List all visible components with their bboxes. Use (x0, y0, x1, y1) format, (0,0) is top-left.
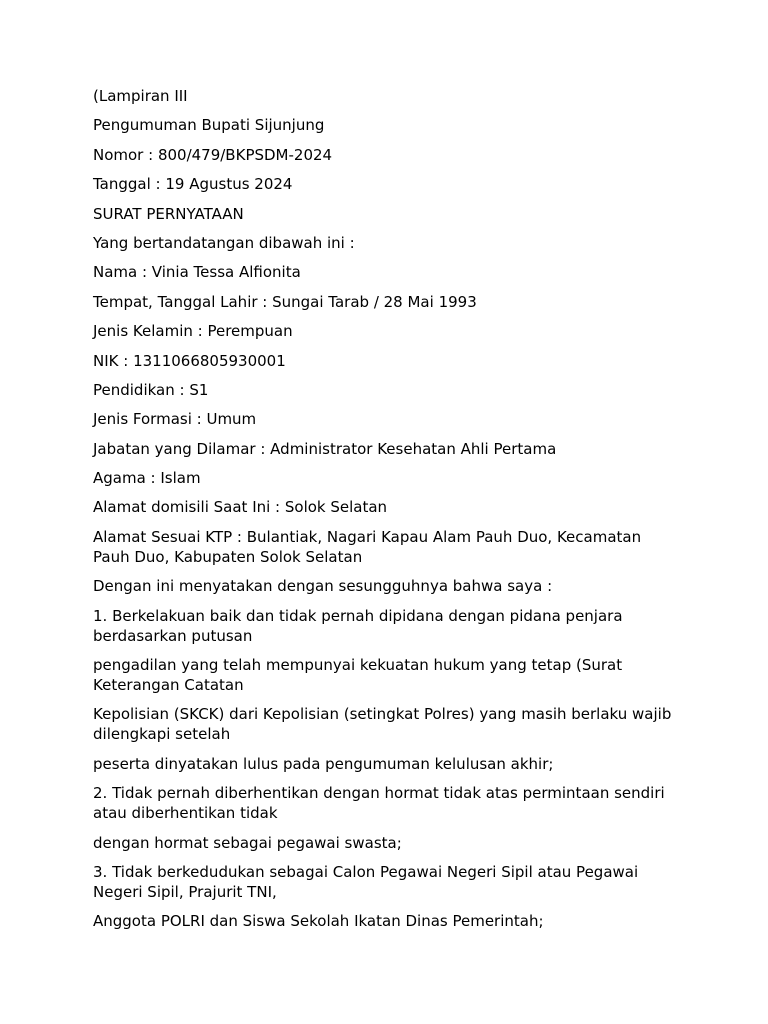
statement-item-1-line-1: 1. Berkelakuan baik dan tidak pernah dipidana dengan pidana penjara berdasarkan putusan (93, 606, 623, 645)
field-nik: NIK : 1311066805930001 (93, 351, 286, 370)
field-name: Nama : Vinia Tessa Alfionita (93, 263, 301, 282)
signatory-intro: Yang bertandatangan dibawah ini : (93, 233, 355, 252)
reference-number: Nomor : 800/479/BKPSDM-2024 (93, 145, 333, 164)
announcement-title: Pengumuman Bupati Sijunjung (93, 116, 325, 135)
statement-item-3-line-1: 3. Tidak berkedudukan sebagai Calon Pegawai Negeri Sipil atau Pegawai Negeri Sipil, Prajurit TNI, (93, 862, 639, 901)
field-formation-type: Jenis Formasi : Umum (93, 410, 257, 429)
field-education: Pendidikan : S1 (93, 380, 209, 399)
statement-item-2-line-1: 2. Tidak pernah diberhentikan dengan hormat tidak atas permintaan sendiri atau diberhentikan tidak (93, 784, 665, 823)
field-birth-place-date: Tempat, Tanggal Lahir : Sungai Tarab / 28 Mai 1993 (93, 292, 477, 311)
statement-item-3-line-2: Anggota POLRI dan Siswa Sekolah Ikatan Dinas Pemerintah; (93, 912, 544, 931)
statement-title: SURAT PERNYATAAN (93, 204, 244, 223)
field-current-address: Alamat domisili Saat Ini : Solok Selatan (93, 498, 388, 517)
statement-item-2-line-2: dengan hormat sebagai pegawai swasta; (93, 833, 402, 852)
statement-item-1-line-4: peserta dinyatakan lulus pada pengumuman kelulusan akhir; (93, 754, 554, 773)
field-position-applied: Jabatan yang Dilamar : Administrator Kesehatan Ahli Pertama (93, 439, 557, 458)
attachment-heading: (Lampiran III (93, 87, 188, 105)
document-body (93, 86, 673, 941)
field-religion: Agama : Islam (93, 469, 201, 488)
field-ktp-address: Alamat Sesuai KTP : Bulantiak, Nagari Kapau Alam Pauh Duo, Kecamatan Pauh Duo, Kabupaten Solok Selatan (93, 527, 642, 566)
statement-item-1-line-2: pengadilan yang telah mempunyai kekuatan hukum yang tetap (Surat Keterangan Catatan (93, 656, 623, 695)
document-date: Tanggal : 19 Agustus 2024 (93, 175, 293, 194)
statement-item-1-line-3: Kepolisian (SKCK) dari Kepolisian (setingkat Polres) yang masih berlaku wajib dilengkapi setelah (93, 705, 672, 744)
field-gender: Jenis Kelamin : Perempuan (93, 322, 293, 341)
declaration-intro: Dengan ini menyatakan dengan sesungguhnya bahwa saya : (93, 577, 553, 596)
